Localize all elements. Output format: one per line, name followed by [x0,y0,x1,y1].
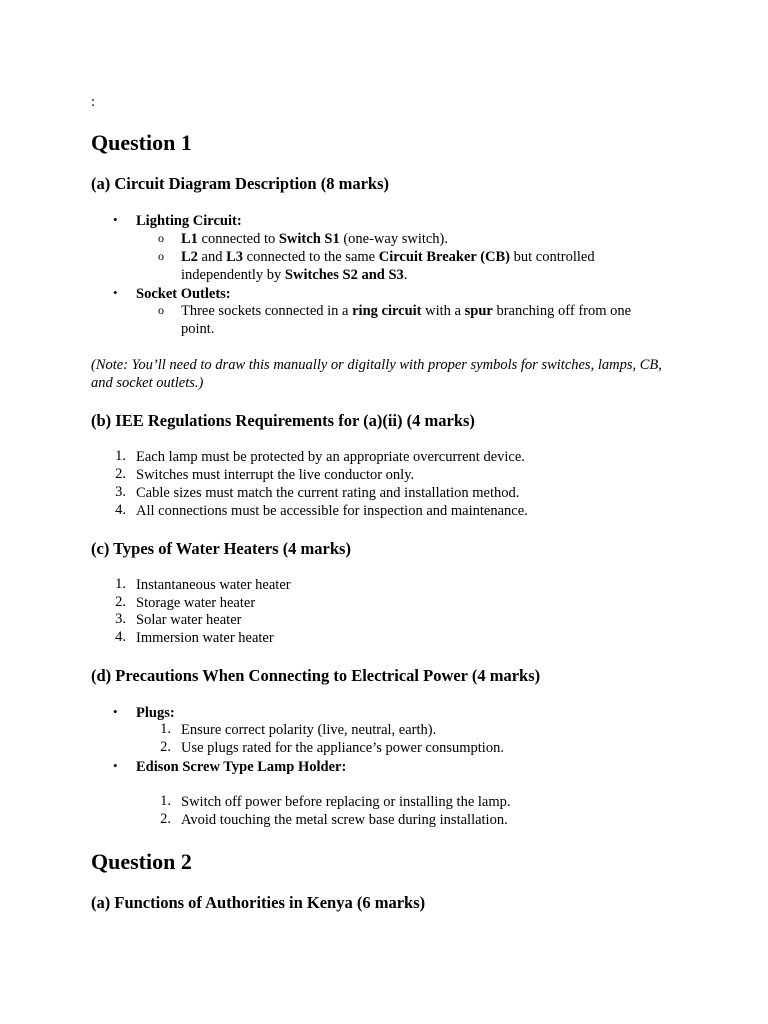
list-number: 1. [160,793,171,809]
list-number: 2. [115,594,126,610]
section-d-heading: (d) Precautions When Connecting to Electrical Power (4 marks) [91,666,541,685]
list-item: Ensure correct polarity (live, neutral, earth). [181,722,437,738]
edison-label: Edison Screw Type Lamp Holder: [136,759,347,775]
lighting-circuit-label: Lighting Circuit: [136,213,242,229]
list-item: Switches must interrupt the live conductor only. [136,467,415,483]
circle-marker: o [158,249,164,263]
question-2-title: Question 2 [91,849,192,874]
list-item: Storage water heater [136,595,256,611]
list-item: Cable sizes must match the current rating and installation method. [136,485,520,501]
list-number: 1. [115,448,126,464]
q2-section-a-heading: (a) Functions of Authorities in Kenya (6 marks) [91,893,426,912]
list-item: Switch off power before replacing or installing the lamp. [181,794,511,810]
list-item: Each lamp must be protected by an appropriate overcurrent device. [136,449,525,465]
note-text: (Note: You’ll need to draw this manually or digitally with proper symbols for switches, lamps, CB, and socket outlets.) [91,357,662,391]
section-b-heading: (b) IEE Regulations Requirements for (a)(ii) (4 marks) [91,411,475,430]
list-number: 2. [160,811,171,827]
section-a-heading: (a) Circuit Diagram Description (8 marks) [91,174,390,193]
plugs-label: Plugs: [136,705,175,721]
section-c-heading: (c) Types of Water Heaters (4 marks) [91,539,351,558]
bullet-marker: • [113,704,118,719]
list-number: 2. [115,466,126,482]
list-number: 1. [115,576,126,592]
list-number: 3. [115,484,126,500]
list-item: Instantaneous water heater [136,577,291,593]
list-item: Solar water heater [136,612,242,628]
list-item: Use plugs rated for the appliance’s power consumption. [181,740,504,756]
circle-marker: o [158,231,164,245]
colon-text: : [91,94,96,110]
bullet-marker: • [113,285,118,300]
list-item: All connections must be accessible for inspection and maintenance. [136,503,528,519]
socket-outlets-label: Socket Outlets: [136,286,231,302]
circle-marker: o [158,303,164,317]
socket-line-cont: point. [181,321,215,337]
socket-line: Three sockets connected in a ring circuit with a spur branching off from one [181,303,632,319]
list-item: Immersion water heater [136,630,274,646]
list-number: 3. [115,611,126,627]
bullet-marker: • [113,212,118,227]
list-number: 2. [160,739,171,755]
question-1-title: Question 1 [91,130,192,155]
list-number: 4. [115,502,126,518]
list-number: 1. [160,721,171,737]
l2-l3-line-cont: independently by Switches S2 and S3. [181,267,408,283]
l2-l3-line: L2 and L3 connected to the same Circuit Breaker (CB) but controlled [181,249,595,265]
bullet-marker: • [113,758,118,773]
l1-line: L1 connected to Switch S1 (one-way switch). [181,231,449,247]
list-number: 4. [115,629,126,645]
list-item: Avoid touching the metal screw base during installation. [181,812,508,828]
